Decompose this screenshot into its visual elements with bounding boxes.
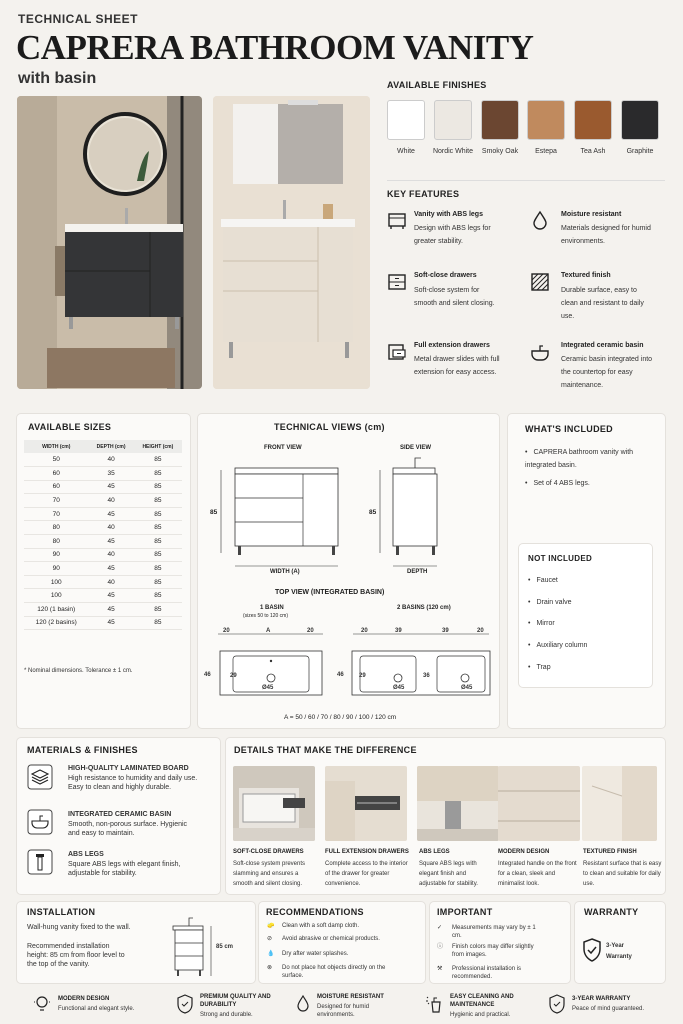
detail-title: MODERN DESIGN (498, 849, 550, 855)
swatch-label: Graphite (626, 148, 654, 155)
two-basins-label: 2 BASINS (120 cm) (397, 605, 451, 611)
material-desc: High resistance to humidity and daily use. Easy to clean and highly durable. (68, 775, 198, 791)
sizes-note: * Nominal dimensions. Tolerance ± 1 cm. (24, 668, 133, 674)
table-row (24, 521, 182, 535)
list-item: • Mirror (528, 617, 555, 630)
table-row (24, 453, 182, 467)
dim-39-second: 39 (442, 628, 449, 634)
recommendation-text: Do not place hot objects directly on the surface. (282, 965, 386, 979)
footer-desc: Functional and elegant style. (58, 1006, 135, 1012)
leg-icon (27, 849, 53, 875)
table-row (24, 589, 182, 603)
feature-desc: Metal drawer slides with full extension for easy access. (414, 356, 500, 376)
table-row (24, 616, 182, 630)
table-cell: 120 (2 basins) (24, 616, 88, 630)
table-cell: 85 (134, 589, 182, 603)
info-icon: ⓘ (437, 944, 444, 950)
badge-check-icon (548, 994, 566, 1014)
important-title: IMPORTANT (437, 907, 493, 917)
material-desc: Square ABS legs with elegant finish, adjustable for stability. (68, 861, 181, 877)
table-cell: 80 (24, 521, 88, 535)
recommendations-title: RECOMMENDATIONS (266, 907, 364, 917)
material-title: HIGH-QUALITY LAMINATED BOARD (68, 765, 189, 772)
important-text: Professional installation is recommended. (452, 966, 522, 980)
included-title: WHAT'S INCLUDED (525, 424, 613, 434)
page-subtitle: with basin (18, 70, 97, 87)
technical-title: TECHNICAL VIEWS (cm) (274, 422, 385, 432)
detail-title: FULL EXTENSION DRAWERS (325, 849, 409, 855)
footer-desc: Peace of mind guaranteed. (572, 1006, 645, 1012)
list-item: • CAPRERA bathroom vanity with integrated basin. (525, 446, 650, 472)
detail-photo-abs-legs (417, 766, 499, 841)
table-cell: 100 (24, 575, 88, 589)
detail-photo-textured-finish (582, 766, 657, 841)
important-text: Finish colors may differ slightly from images. (452, 944, 534, 958)
warranty-title: WARRANTY (584, 907, 639, 917)
table-cell: 40 (88, 548, 133, 562)
table-cell: 100 (24, 589, 88, 603)
table-cell: 85 (134, 494, 182, 508)
footer-title: PREMIUM QUALITY AND DURABILITY (200, 994, 271, 1008)
drop-icon: 💧 (267, 951, 275, 957)
droplet-icon (530, 210, 550, 230)
dim-20-2b-right: 20 (477, 628, 484, 634)
list-item: • Set of 4 ABS legs. (525, 477, 590, 490)
drawer-icon (387, 272, 407, 292)
detail-photo-modern-design (498, 766, 580, 841)
feature-desc: Materials designed for humid environments. (561, 225, 651, 245)
footer-desc: Hygienic and practical. (450, 1012, 511, 1018)
feature-title: Full extension drawers (414, 342, 490, 349)
material-desc: Smooth, non-porous surface. Hygienic and easy to maintain. (68, 821, 188, 837)
swatch-estepa[interactable] (527, 100, 565, 140)
top-view-drawing (205, 622, 495, 702)
detail-photo-full-extension (325, 766, 407, 841)
cloth-icon: 🧽 (267, 923, 275, 929)
dim-20-2b-left: 20 (361, 628, 368, 634)
layers-icon (27, 764, 53, 790)
table-row (24, 494, 182, 508)
swatch-label: Tea Ash (580, 148, 606, 155)
table-header-row (24, 440, 182, 453)
table-cell: 45 (88, 603, 133, 617)
table-row (24, 480, 182, 494)
a-values: A = 50 / 60 / 70 / 80 / 90 / 100 / 120 cm (284, 714, 397, 721)
front-view-drawing (205, 455, 495, 580)
front-view-label: FRONT VIEW (264, 445, 302, 451)
table-cell: 60 (24, 480, 88, 494)
table-cell: 50 (24, 453, 88, 467)
table-row (24, 575, 182, 589)
one-basin-label: 1 BASIN (260, 605, 284, 611)
table-cell: 45 (88, 480, 133, 494)
footer-title: 3-YEAR WARRANTY (572, 996, 631, 1002)
sizes-table (24, 440, 182, 630)
top-view-title: TOP VIEW (INTEGRATED BASIN) (275, 589, 385, 596)
detail-desc: Resistant surface that is easy to clean and suitable for daily use. (583, 861, 662, 887)
table-cell: 85 (134, 521, 182, 535)
side-height-value: 85 (369, 509, 377, 516)
table-cell: 85 (134, 480, 182, 494)
water-icon (294, 994, 312, 1014)
table-cell: 85 (134, 548, 182, 562)
swatch-graphite[interactable] (621, 100, 659, 140)
table-row (24, 548, 182, 562)
dim-29-left: 29 (230, 673, 237, 679)
feature-desc: Design with ABS legs for greater stability. (414, 225, 491, 245)
detail-desc: Integrated handle on the front for a clean, sleek and minimalist look. (498, 861, 577, 887)
installation-title: INSTALLATION (27, 907, 96, 917)
product-photo-graphite (17, 96, 202, 389)
table-cell: 35 (88, 467, 133, 481)
width-label: WIDTH (A) (270, 569, 300, 575)
table-cell: 70 (24, 507, 88, 521)
tool-icon: ⚒ (437, 966, 443, 972)
feature-title: Integrated ceramic basin (561, 342, 644, 349)
table-row (24, 562, 182, 576)
list-item: • Drain valve (528, 596, 571, 609)
page-title: CAPRERA BATHROOM VANITY (16, 28, 534, 67)
cleaning-icon (424, 994, 444, 1014)
detail-desc: Square ABS legs with elegant finish and adjustable for stability. (419, 861, 478, 887)
dim-46-left: 46 (204, 672, 211, 678)
shield-check-icon (581, 937, 603, 963)
vanity-icon (387, 210, 407, 230)
table-cell: 85 (134, 616, 182, 630)
table-row (24, 603, 182, 617)
feature-title: Moisture resistant (561, 211, 622, 218)
dim-45-left: Ø45 (262, 685, 274, 691)
table-cell: 90 (24, 562, 88, 576)
document-kicker: TECHNICAL SHEET (18, 12, 138, 26)
shield-icon (176, 994, 194, 1014)
dim-20-right: 20 (307, 628, 314, 634)
table-cell: 40 (88, 521, 133, 535)
texture-icon (530, 272, 550, 292)
column-header: WIDTH (cm) (24, 440, 88, 453)
table-cell: 40 (88, 575, 133, 589)
swatch-label: Estepa (535, 148, 557, 155)
not-included-title: NOT INCLUDED (528, 554, 593, 563)
recommendation-text: Dry after water splashes. (282, 951, 349, 957)
table-cell: 120 (1 basin) (24, 603, 88, 617)
footer-title: MODERN DESIGN (58, 996, 110, 1002)
finishes-title: AVAILABLE FINISHES (387, 80, 487, 90)
swatch-tea-ash[interactable] (574, 100, 612, 140)
swatch-smoky-oak[interactable] (481, 100, 519, 140)
side-view-label: SIDE VIEW (400, 445, 432, 451)
table-cell: 45 (88, 589, 133, 603)
footer-title: MOISTURE RESISTANT (317, 994, 384, 1000)
swatch-white[interactable] (387, 100, 425, 140)
lightbulb-icon (33, 994, 51, 1014)
footer-title: EASY CLEANING AND MAINTENANCE (450, 994, 514, 1008)
table-cell: 45 (88, 535, 133, 549)
footer-desc: Strong and durable. (200, 1012, 253, 1018)
basin-icon (27, 809, 53, 835)
features-title: KEY FEATURES (387, 189, 460, 199)
front-height-value: 85 (210, 509, 218, 516)
installation-line-2: Recommended installation height: 85 cm from floor level to the top of the vanity. (27, 943, 125, 968)
table-cell: 90 (24, 548, 88, 562)
table-cell: 85 (134, 507, 182, 521)
table-cell: 40 (88, 494, 133, 508)
table-cell: 85 (134, 562, 182, 576)
details-title: DETAILS THAT MAKE THE DIFFERENCE (234, 745, 417, 755)
dim-45-basin-2: Ø45 (461, 685, 473, 691)
table-row (24, 535, 182, 549)
divider (387, 180, 665, 181)
dim-45-basin-1: Ø45 (393, 685, 405, 691)
installation-line-1: Wall-hung vanity fixed to the wall. (27, 924, 131, 931)
dim-39-first: 39 (395, 628, 402, 634)
swatch-label: Nordic White (432, 148, 474, 155)
list-item: • Trap (528, 661, 551, 674)
warranty-badge: 3-Year Warranty (606, 943, 632, 960)
dim-29-right: 29 (359, 673, 366, 679)
feature-title: Vanity with ABS legs (414, 211, 483, 218)
table-cell: 45 (88, 562, 133, 576)
column-header: HEIGHT (cm) (134, 440, 182, 453)
depth-label: DEPTH (407, 569, 428, 575)
column-header: DEPTH (cm) (88, 440, 133, 453)
table-cell: 85 (134, 603, 182, 617)
feature-desc: Soft-close system for smooth and silent closing. (414, 287, 495, 307)
feature-desc: Durable surface, easy to clean and resistant to daily use. (561, 287, 644, 320)
detail-photo-soft-close (233, 766, 315, 841)
table-cell: 45 (88, 616, 133, 630)
material-title: ABS LEGS (68, 851, 104, 858)
dim-A: A (266, 628, 271, 634)
no-heat-icon: ⊗ (267, 965, 273, 971)
table-cell: 40 (88, 453, 133, 467)
list-item: • Faucet (528, 574, 558, 587)
no-chemicals-icon: ⊘ (267, 936, 273, 942)
detail-title: SOFT-CLOSE DRAWERS (233, 849, 304, 855)
dim-20-left: 20 (223, 628, 230, 634)
drawer-extension-icon (387, 342, 407, 362)
table-cell: 85 (134, 453, 182, 467)
feature-title: Textured finish (561, 272, 611, 279)
swatch-label: White (397, 148, 415, 155)
basin-icon (530, 342, 550, 362)
table-cell: 85 (134, 467, 182, 481)
one-basin-note: (sizes 50 to 120 cm) (243, 613, 289, 619)
detail-desc: Soft-close system prevents slamming and ensures a smooth and silent closing. (233, 861, 306, 887)
table-cell: 85 (134, 575, 182, 589)
recommendation-text: Avoid abrasive or chemical products. (282, 936, 380, 942)
recommendation-text: Clean with a soft damp cloth. (282, 923, 360, 929)
list-item: • Auxiliary column (528, 639, 587, 652)
check-icon: ✓ (437, 925, 443, 931)
detail-title: ABS LEGS (419, 849, 450, 855)
product-photo-nordic-white (213, 96, 370, 389)
detail-desc: Complete access to the interior of the drawer for greater convenience. (325, 861, 408, 887)
footer-desc: Designed for humid environments. (317, 1004, 370, 1018)
detail-title: TEXTURED FINISH (583, 849, 637, 855)
installation-height: 85 cm (216, 944, 234, 950)
table-cell: 60 (24, 467, 88, 481)
dim-36: 36 (423, 673, 430, 679)
table-row (24, 507, 182, 521)
swatch-nordic-white[interactable] (434, 100, 472, 140)
feature-desc: Ceramic basin integrated into the countertop for easy maintenance. (561, 356, 653, 389)
table-cell: 80 (24, 535, 88, 549)
swatch-label: Smoky Oak (481, 148, 519, 155)
sizes-title: AVAILABLE SIZES (28, 422, 112, 432)
important-text: Measurements may vary by ± 1 cm. (452, 925, 536, 939)
table-cell: 45 (88, 507, 133, 521)
material-title: INTEGRATED CERAMIC BASIN (68, 811, 172, 818)
dim-46-right: 46 (337, 672, 344, 678)
table-cell: 85 (134, 535, 182, 549)
materials-title: MATERIALS & FINISHES (27, 745, 138, 755)
feature-title: Soft-close drawers (414, 272, 477, 279)
table-cell: 70 (24, 494, 88, 508)
table-row (24, 467, 182, 481)
